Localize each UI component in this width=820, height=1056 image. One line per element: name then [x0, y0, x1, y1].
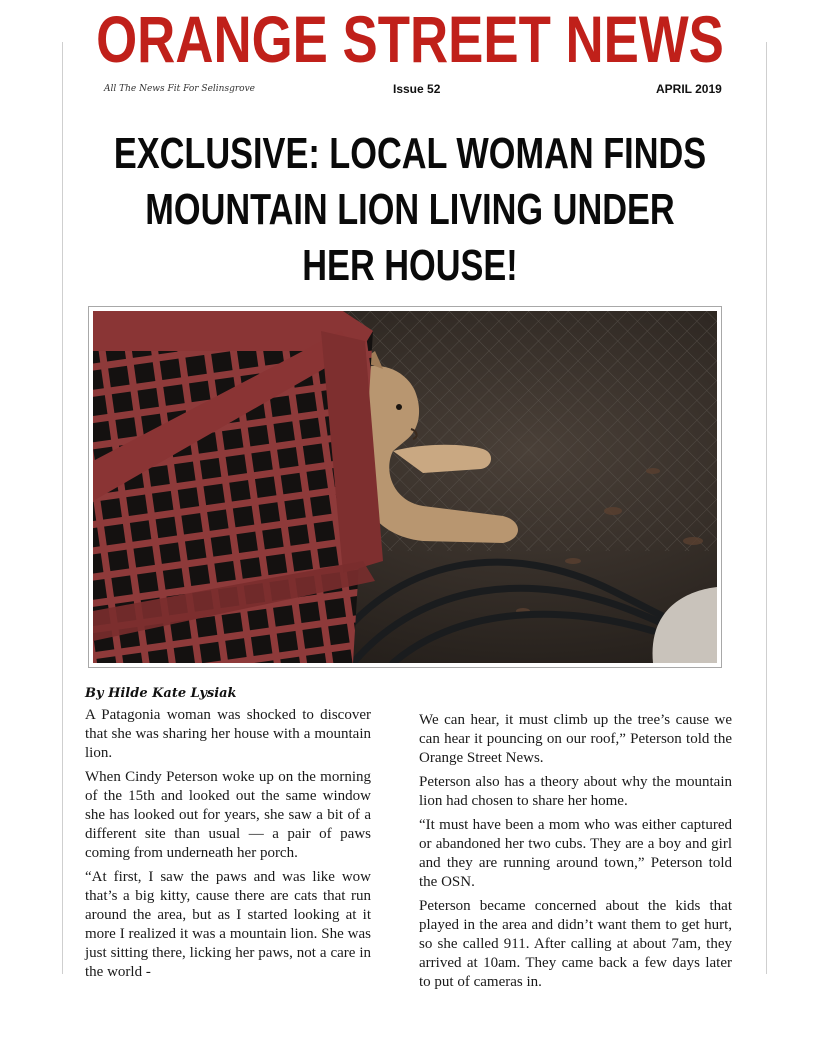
article-paragraph: “It must have been a mom who was either captured or abandoned her two cubs. They are a boy and girl and they are running around town,” Peterson told the OSN. — [419, 817, 732, 890]
masthead-tagline: All The News Fit For Selinsgrove — [104, 84, 255, 94]
mountain-lion-photo-illustration — [93, 311, 717, 663]
article-paragraph: “At first, I saw the paws and was like wow that’s a big kitty, cause there are cats that run around the area, but as I started looking at it more I realized it was a mountain lion. She was just sitting there, licking her paws, not a care in the world - — [85, 869, 371, 980]
issue-number: Issue 52 — [393, 82, 441, 96]
photo-frame — [88, 306, 722, 668]
headline-line: MOUNTAIN LION LIVING UNDER — [145, 185, 675, 234]
right-page-rule — [766, 42, 767, 974]
article-column-left — [85, 706, 371, 987]
article-paragraph: Peterson also has a theory about why the mountain lion had chosen to share her home. — [419, 774, 732, 809]
mountain-lion-photo — [93, 311, 717, 663]
article-paragraph: We can hear, it must climb up the tree’s cause we can hear it pouncing on our roof,” Peterson told the Orange Street News. — [419, 712, 732, 766]
headline-line: HER HOUSE! — [302, 241, 518, 290]
headline — [106, 126, 714, 294]
article-byline: By Hilde Kate Lysiak — [85, 686, 237, 701]
headline-line: EXCLUSIVE: LOCAL WOMAN FINDS — [113, 129, 707, 178]
article-paragraph: A Patagonia woman was shocked to discover that she was sharing her house with a mountain lion. — [85, 707, 371, 761]
masthead-title: ORANGE STREET NEWS — [96, 2, 724, 76]
article-paragraph: Peterson became concerned about the kids that played in the area and didn’t want them to get hurt, so she called 911. After calling at about 7am, they arrived at 10am. They came back a few days later to put of cameras in. — [419, 898, 732, 990]
issue-date: APRIL 2019 — [656, 82, 722, 96]
left-page-rule — [62, 42, 63, 974]
article-column-right — [419, 711, 732, 997]
article-paragraph: When Cindy Peterson woke up on the morning of the 15th and looked out the same window she has looked out for years, she saw a bit of a different site than usual — a pair of paws coming from underneath her porch. — [85, 769, 371, 861]
